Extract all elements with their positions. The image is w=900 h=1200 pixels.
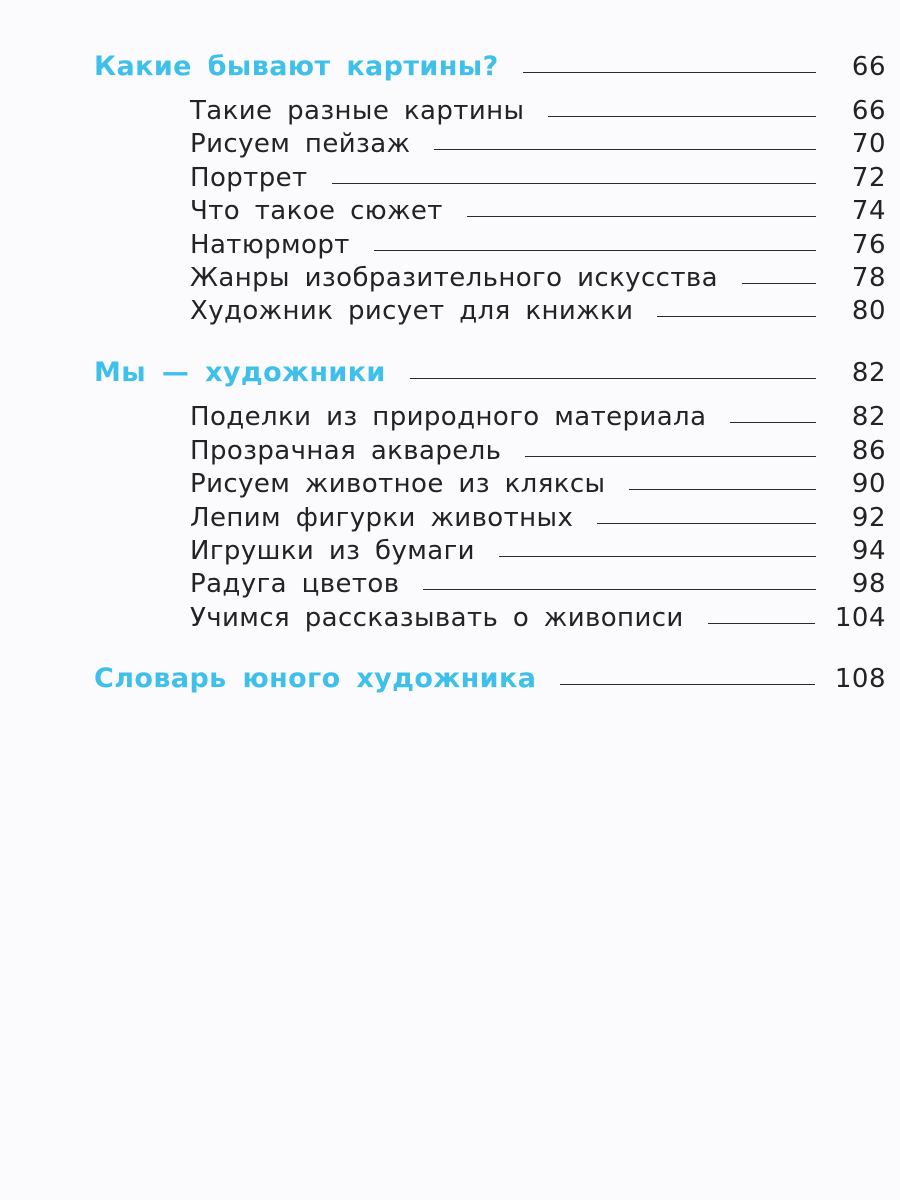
toc-entry[interactable] — [190, 563, 886, 599]
page-number: 78 — [851, 263, 886, 293]
entry-title: Учимся рассказывать о живописи — [190, 603, 684, 633]
entry-title: Игрушки из бумаги — [190, 536, 475, 566]
toc-entry[interactable] — [190, 224, 886, 260]
toc-entry[interactable] — [190, 597, 886, 633]
page-number: 82 — [851, 358, 886, 388]
entry-title: Что такое сюжет — [190, 196, 443, 226]
dot-leader — [374, 250, 816, 251]
page-number: 90 — [851, 469, 886, 499]
dot-leader — [548, 116, 816, 117]
dot-leader — [467, 216, 816, 217]
dot-leader — [730, 422, 816, 423]
page-number: 82 — [851, 402, 886, 432]
entry-title: Натюрморт — [190, 230, 350, 260]
dot-leader — [423, 589, 816, 590]
page-number: 76 — [851, 230, 886, 260]
toc-entry[interactable] — [190, 396, 886, 432]
page-number: 80 — [851, 296, 886, 326]
toc-section-heading[interactable] — [94, 46, 886, 82]
page-number: 66 — [851, 52, 886, 82]
entry-title: Прозрачная акварель — [190, 436, 502, 466]
page-number: 74 — [851, 196, 886, 226]
toc-section-heading[interactable] — [94, 658, 886, 694]
toc-entry[interactable] — [190, 157, 886, 193]
toc-entry[interactable] — [190, 290, 886, 326]
page-number: 92 — [851, 503, 886, 533]
dot-leader — [499, 556, 816, 557]
toc-entry[interactable] — [190, 90, 886, 126]
entry-title: Такие разные картины — [190, 96, 525, 126]
dot-leader — [597, 523, 816, 524]
page-number: 104 — [834, 603, 886, 633]
page-number: 108 — [834, 664, 886, 694]
section-title: Мы — художники — [94, 357, 386, 388]
dot-leader — [525, 456, 816, 457]
entry-title: Радуга цветов — [190, 569, 400, 599]
toc-section-heading[interactable] — [94, 352, 886, 388]
toc-entry[interactable] — [190, 497, 886, 533]
dot-leader — [332, 183, 816, 184]
toc-entry[interactable] — [190, 530, 886, 566]
section-title: Какие бывают картины? — [94, 51, 499, 82]
page-number: 66 — [851, 96, 886, 126]
dot-leader — [560, 684, 815, 685]
page-number: 70 — [851, 129, 886, 159]
entry-title: Рисуем пейзаж — [190, 129, 411, 159]
dot-leader — [657, 316, 816, 317]
page-number: 94 — [851, 536, 886, 566]
dot-leader — [523, 72, 816, 73]
dot-leader — [410, 378, 816, 379]
entry-title: Лепим фигурки животных — [190, 503, 574, 533]
entry-title: Рисуем животное из кляксы — [190, 469, 606, 499]
entry-title: Жанры изобразительного искусства — [190, 263, 718, 293]
toc-entry[interactable] — [190, 430, 886, 466]
entry-title: Портрет — [190, 163, 308, 193]
page-number: 72 — [851, 163, 886, 193]
toc-entry[interactable] — [190, 123, 886, 159]
section-title: Словарь юного художника — [94, 663, 537, 694]
page-number: 98 — [851, 569, 886, 599]
dot-leader — [629, 489, 816, 490]
entry-title: Художник рисует для книжки — [190, 296, 634, 326]
dot-leader — [434, 149, 816, 150]
toc-entry[interactable] — [190, 463, 886, 499]
dot-leader — [742, 283, 816, 284]
toc-entry[interactable] — [190, 257, 886, 293]
entry-title: Поделки из природного материала — [190, 402, 707, 432]
dot-leader — [708, 623, 815, 624]
toc-entry[interactable] — [190, 190, 886, 226]
page-number: 86 — [851, 436, 886, 466]
